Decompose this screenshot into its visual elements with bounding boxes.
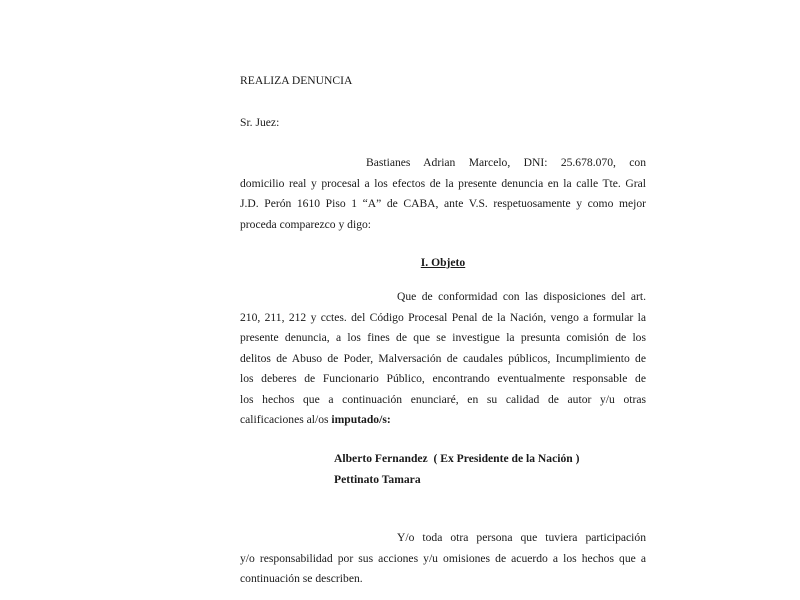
object-line: Que de conformidad con las disposiciones del art. <box>397 290 646 303</box>
document-title: REALIZA DENUNCIA <box>240 74 353 87</box>
closing-line: continuación se describen. <box>240 572 363 585</box>
intro-line: domicilio real y procesal a los efectos de la presente denuncia en la calle Tte. Gral <box>240 176 646 190</box>
object-last-prefix: calificaciones al/os <box>240 413 332 426</box>
accused-list <box>334 449 579 490</box>
closing-paragraph <box>240 528 646 590</box>
intro-line: Bastianes Adrian Marcelo, DNI: 25.678.070, con <box>366 156 646 169</box>
object-line: 210, 211, 212 y cctes. del Código Procesal Penal de la Nación, vengo a formular la <box>240 310 646 324</box>
closing-line: Y/o toda otra persona que tuviera participación <box>397 531 646 544</box>
object-paragraph <box>240 287 646 431</box>
salutation: Sr. Juez: <box>240 116 280 129</box>
object-line: delitos de Abuso de Poder, Malversación de caudales públicos, Incumplimiento de <box>240 351 646 365</box>
accused-label: imputado/s: <box>331 413 391 426</box>
accused-name: Pettinato Tamara <box>334 472 421 486</box>
object-last-line <box>240 410 646 431</box>
section-heading: I. Objeto <box>420 256 466 269</box>
object-line: los deberes de Funcionario Público, encontrando eventualmente responsable de <box>240 372 646 385</box>
accused-name: Alberto Fernandez ( Ex Presidente de la Nación ) <box>334 452 580 465</box>
closing-line: y/o responsabilidad por sus acciones y/u omisiones de acuerdo a los hechos que a <box>240 551 646 565</box>
intro-line: proceda comparezco y digo: <box>240 217 372 231</box>
object-line: los hechos que a continuación enunciaré, en su calidad de autor y/u otras <box>240 392 646 406</box>
intro-line: J.D. Perón 1610 Piso 1 “A” de CABA, ante V.S. respetuosamente y como mejor <box>240 197 646 210</box>
object-line: presente denuncia, a los fines de que se investigue la presunta comisión de los <box>240 331 646 344</box>
intro-paragraph <box>240 153 646 235</box>
